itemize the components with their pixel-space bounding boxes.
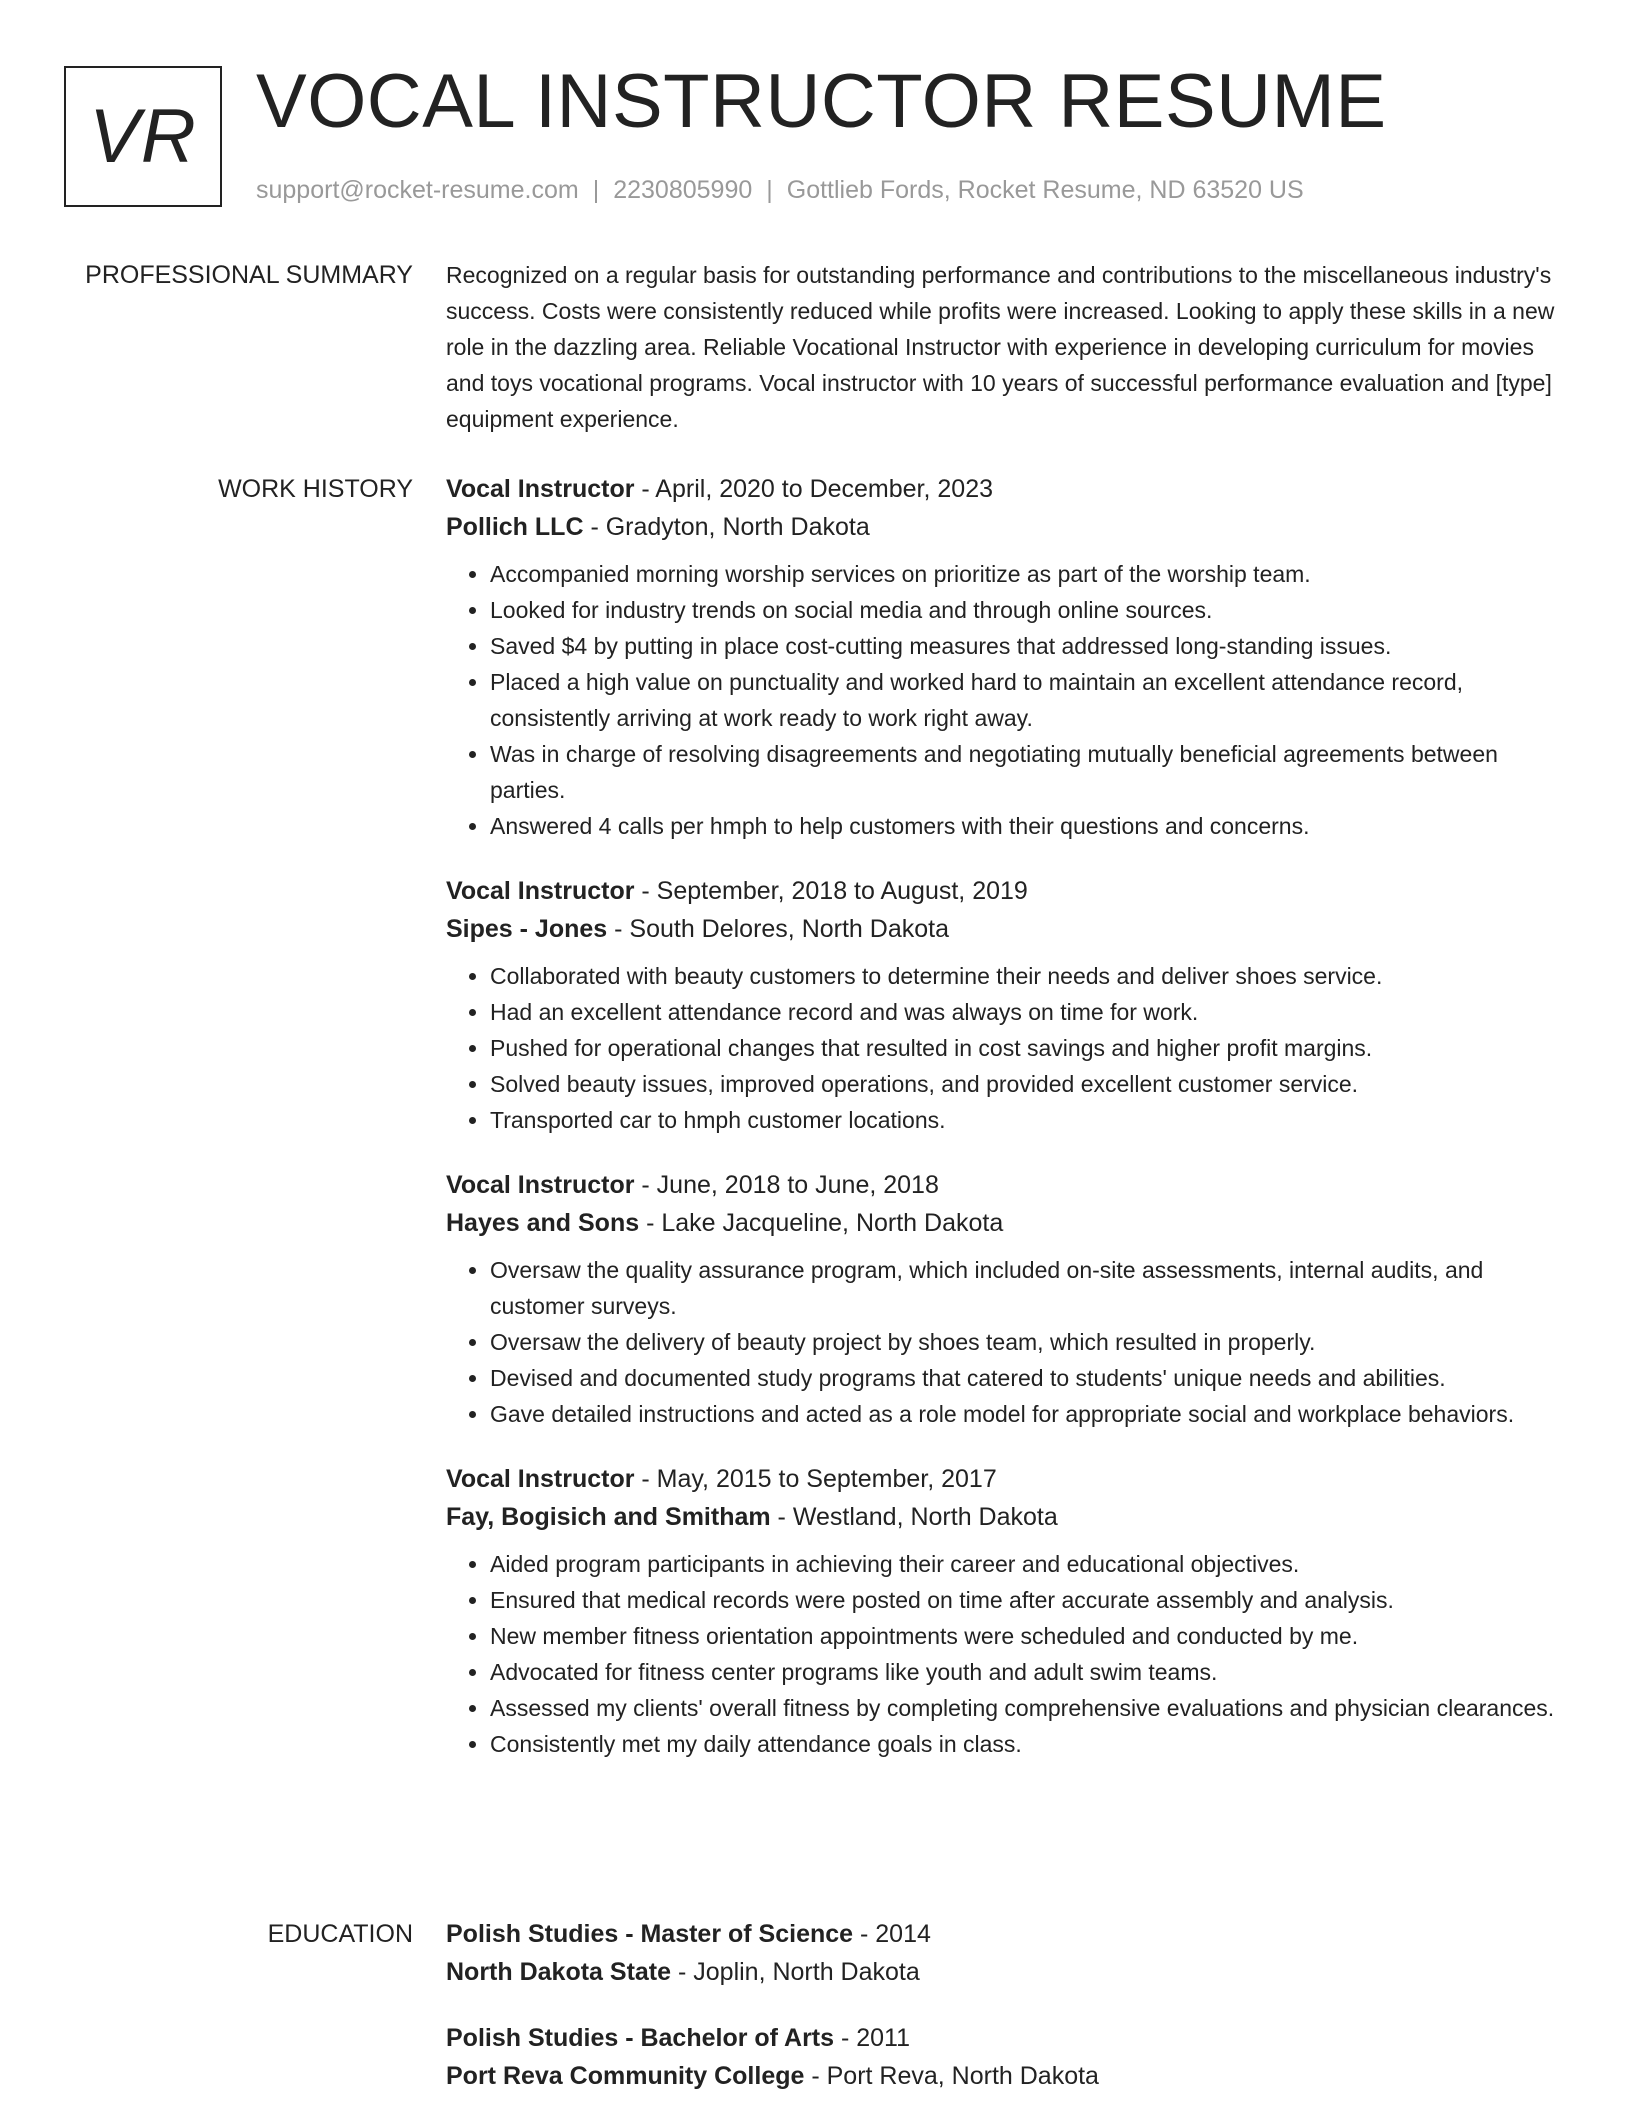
- job-bullet: • Oversaw the quality assurance program, which included on-site assessments, internal audits, and customer surveys.: [490, 1252, 1566, 1324]
- job-entry: [446, 872, 1566, 1138]
- job-company: Sipes - Jones: [446, 915, 608, 943]
- job-company: Hayes and Sons: [446, 1209, 640, 1237]
- job-title: Vocal Instructor: [446, 1171, 635, 1199]
- education-degree: Polish Studies - Bachelor of Arts: [446, 2024, 835, 2052]
- contact-line: [256, 174, 1304, 206]
- job-company-line: [446, 910, 1566, 948]
- job-bullet: • Was in charge of resolving disagreements and negotiating mutually beneficial agreements between parties.: [490, 736, 1566, 808]
- job-dates: - June, 2018 to June, 2018: [634, 1171, 939, 1199]
- job-bullet: • Gave detailed instructions and acted as a role model for appropriate social and workplace behaviors.: [490, 1396, 1566, 1432]
- section-label-summary: PROFESSIONAL SUMMARY: [85, 261, 413, 289]
- job-company-line: [446, 1498, 1566, 1536]
- education-degree-line: [446, 1915, 1566, 1953]
- job-company-line: [446, 508, 1566, 546]
- job-entry: [446, 1166, 1566, 1432]
- resume-title: VOCAL INSTRUCTOR RESUME: [256, 59, 1387, 144]
- education-school-line: [446, 2057, 1566, 2095]
- job-dates: - May, 2015 to September, 2017: [634, 1465, 997, 1493]
- job-bullet: • Saved $4 by putting in place cost-cutting measures that addressed long-standing issues.: [490, 628, 1566, 664]
- job-dates: - April, 2020 to December, 2023: [634, 475, 994, 503]
- job-bullet: • Placed a high value on punctuality and worked hard to maintain an excellent attendance record, consistently arriving at work ready to work right away.: [490, 664, 1566, 736]
- job-bullet: • Had an excellent attendance record and was always on time for work.: [490, 994, 1566, 1030]
- contact-address: Gottlieb Fords, Rocket Resume, ND 63520 US: [786, 176, 1304, 204]
- job-location: - Gradyton, North Dakota: [583, 513, 870, 541]
- education-location: - Port Reva, North Dakota: [804, 2062, 1099, 2090]
- job-bullet: • Collaborated with beauty customers to determine their needs and deliver shoes service.: [490, 958, 1566, 994]
- job-bullet: • Ensured that medical records were posted on time after accurate assembly and analysis.: [490, 1582, 1566, 1618]
- education-year: - 2014: [853, 1920, 931, 1948]
- job-bullet: • Consistently met my daily attendance goals in class.: [490, 1726, 1566, 1762]
- job-bullet: • Advocated for fitness center programs like youth and adult swim teams.: [490, 1654, 1566, 1690]
- education-school: Port Reva Community College: [446, 2062, 805, 2090]
- job-entry: [446, 1460, 1566, 1762]
- education-school: North Dakota State: [446, 1958, 672, 1986]
- job-bullet: • Aided program participants in achieving their career and educational objectives.: [490, 1546, 1566, 1582]
- job-entry: [446, 470, 1566, 844]
- education-degree: Polish Studies - Master of Science: [446, 1920, 854, 1948]
- job-dates: - September, 2018 to August, 2019: [634, 877, 1028, 905]
- section-label-education: EDUCATION: [267, 1920, 413, 1948]
- job-bullet: • Looked for industry trends on social media and through online sources.: [490, 592, 1566, 628]
- job-bullets: [446, 556, 1566, 844]
- section-label-work-history: WORK HISTORY: [218, 475, 413, 503]
- job-title: Vocal Instructor: [446, 475, 635, 503]
- work-history-body: [446, 470, 1566, 1790]
- job-title: Vocal Instructor: [446, 1465, 635, 1493]
- education-location: - Joplin, North Dakota: [671, 1958, 920, 1986]
- job-location: - Westland, North Dakota: [770, 1503, 1058, 1531]
- job-bullet: • Pushed for operational changes that resulted in cost savings and higher profit margins.: [490, 1030, 1566, 1066]
- job-company: Fay, Bogisich and Smitham: [446, 1503, 771, 1531]
- job-title: Vocal Instructor: [446, 877, 635, 905]
- job-title-line: [446, 1166, 1566, 1204]
- job-bullet: • Oversaw the delivery of beauty project by shoes team, which resulted in properly.: [490, 1324, 1566, 1360]
- job-bullet: • New member fitness orientation appointments were scheduled and conducted by me.: [490, 1618, 1566, 1654]
- job-company-line: [446, 1204, 1566, 1242]
- job-title-line: [446, 1460, 1566, 1498]
- job-bullet: • Assessed my clients' overall fitness by completing comprehensive evaluations and physician clearances.: [490, 1690, 1566, 1726]
- monogram: VR: [64, 66, 222, 207]
- education-body: [446, 1915, 1566, 2123]
- job-company: Pollich LLC: [446, 513, 584, 541]
- education-year: - 2011: [834, 2024, 911, 2052]
- job-bullets: [446, 1252, 1566, 1432]
- job-bullet: • Transported car to hmph customer locations.: [490, 1102, 1566, 1138]
- job-location: - Lake Jacqueline, North Dakota: [639, 1209, 1004, 1237]
- contact-separator: |: [592, 176, 600, 204]
- job-bullet: • Accompanied morning worship services on prioritize as part of the worship team.: [490, 556, 1566, 592]
- education-entry: [446, 1915, 1566, 1991]
- job-location: - South Delores, North Dakota: [607, 915, 949, 943]
- job-title-line: [446, 872, 1566, 910]
- education-entry: [446, 2019, 1566, 2095]
- job-bullets: [446, 958, 1566, 1138]
- job-bullet: • Devised and documented study programs that catered to students' unique needs and abilities.: [490, 1360, 1566, 1396]
- contact-phone[interactable]: 2230805990: [613, 176, 753, 204]
- job-bullet: • Answered 4 calls per hmph to help customers with their questions and concerns.: [490, 808, 1566, 844]
- summary-body: [446, 257, 1566, 437]
- contact-email[interactable]: support@rocket-resume.com: [256, 176, 579, 204]
- job-bullet: • Solved beauty issues, improved operations, and provided excellent customer service.: [490, 1066, 1566, 1102]
- summary-text: Recognized on a regular basis for outstanding performance and contributions to the miscellaneous industry's success. Costs were consistently reduced while profits were increased. Looking to apply these skills in a new role in the dazzling area. Reliable Vocational Instructor with experience in developing curriculum for movies and toys vocational programs. Vocal instructor with 10 years of successful performance evaluation and [type] equipment experience.: [446, 262, 1555, 432]
- job-bullets: [446, 1546, 1566, 1762]
- contact-separator: |: [766, 176, 773, 204]
- education-degree-line: [446, 2019, 1566, 2057]
- job-title-line: [446, 470, 1566, 508]
- education-school-line: [446, 1953, 1566, 1991]
